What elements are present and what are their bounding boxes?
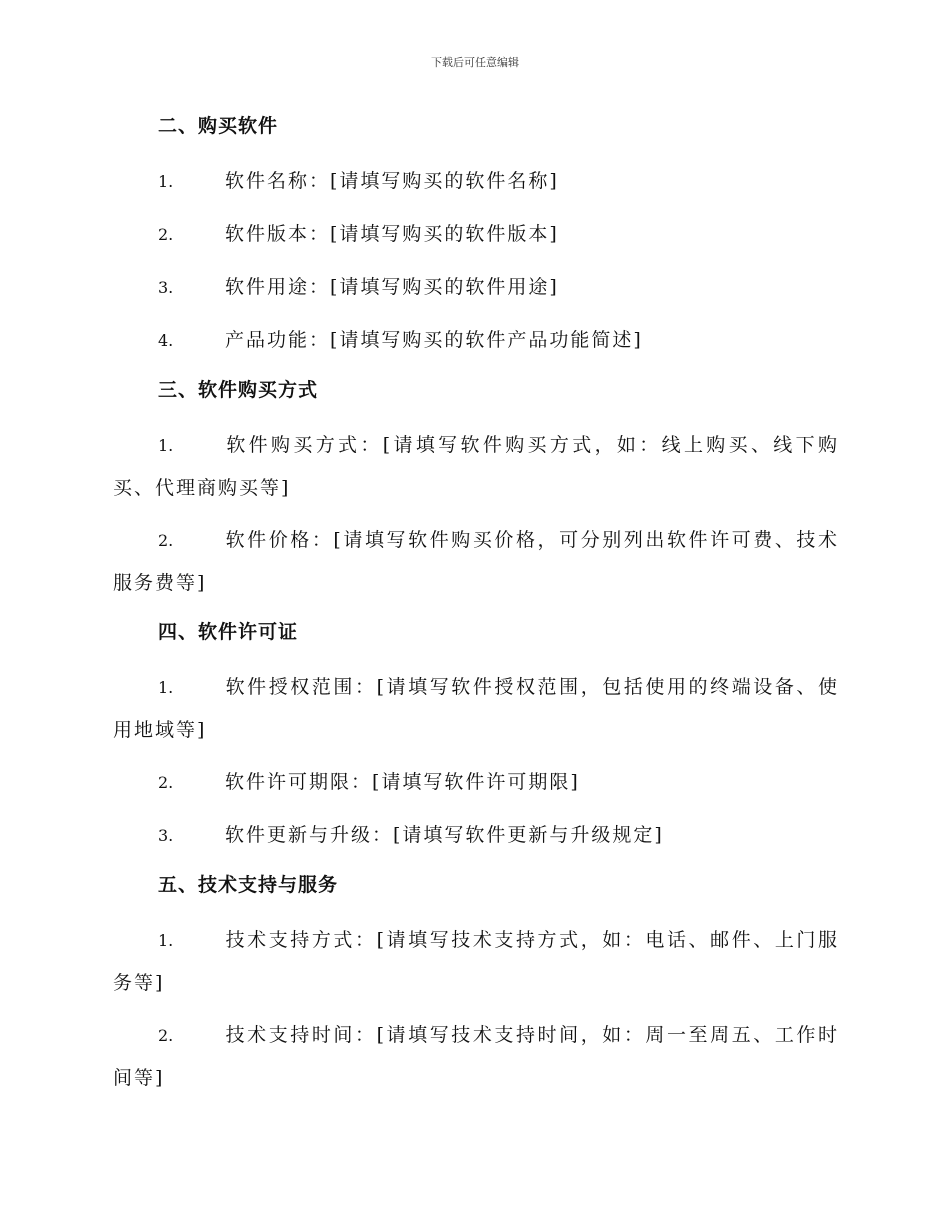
item-number: 1.	[158, 436, 174, 455]
item-number: 1.	[158, 678, 174, 697]
item-text: 软件版本：[请填写购买的软件版本]	[225, 223, 559, 245]
list-item	[113, 919, 839, 1004]
list-item	[113, 1014, 839, 1099]
item-number: 2.	[158, 1026, 174, 1045]
item-number: 2.	[158, 225, 174, 244]
list-item	[113, 814, 839, 857]
list-item	[113, 319, 839, 362]
item-number: 2.	[158, 773, 174, 792]
list-item	[113, 160, 839, 203]
item-text: 技术支持时间：[请填写技术支持时间，如：周一至周五、工作时间等]	[113, 1024, 839, 1089]
item-number: 1.	[158, 931, 174, 950]
item-number: 1.	[158, 172, 174, 191]
list-item	[113, 213, 839, 256]
section-title: 五、技术支持与服务	[158, 874, 339, 896]
document-body	[113, 108, 839, 1109]
item-text: 软件购买方式：[请填写软件购买方式，如：线上购买、线下购买、代理商购买等]	[113, 434, 839, 499]
item-number: 3.	[158, 826, 174, 845]
section-software-license	[113, 614, 839, 857]
item-text: 软件更新与升级：[请填写软件更新与升级规定]	[225, 824, 664, 846]
section-title: 三、软件购买方式	[158, 379, 319, 401]
section-purchase-software	[113, 108, 839, 362]
item-text: 技术支持方式：[请填写技术支持方式，如：电话、邮件、上门服务等]	[113, 929, 839, 994]
item-text: 软件许可期限：[请填写软件许可期限]	[225, 771, 580, 793]
item-number: 3.	[158, 278, 174, 297]
item-text: 软件授权范围：[请填写软件授权范围，包括使用的终端设备、使用地域等]	[113, 676, 839, 741]
page-header: 下载后可任意编辑	[431, 56, 519, 69]
section-title: 二、购买软件	[158, 115, 279, 137]
item-text: 软件用途：[请填写购买的软件用途]	[225, 276, 559, 298]
list-item	[113, 266, 839, 309]
item-text: 软件名称：[请填写购买的软件名称]	[225, 170, 559, 192]
item-number: 4.	[158, 331, 174, 350]
list-item	[113, 424, 839, 509]
item-text: 产品功能：[请填写购买的软件产品功能简述]	[225, 329, 643, 351]
section-title: 四、软件许可证	[158, 621, 299, 643]
item-number: 2.	[158, 531, 174, 550]
list-item	[113, 666, 839, 751]
section-tech-support	[113, 867, 839, 1099]
section-purchase-method	[113, 372, 839, 604]
item-text: 软件价格：[请填写软件购买价格，可分别列出软件许可费、技术服务费等]	[113, 529, 839, 594]
list-item	[113, 519, 839, 604]
list-item	[113, 761, 839, 804]
